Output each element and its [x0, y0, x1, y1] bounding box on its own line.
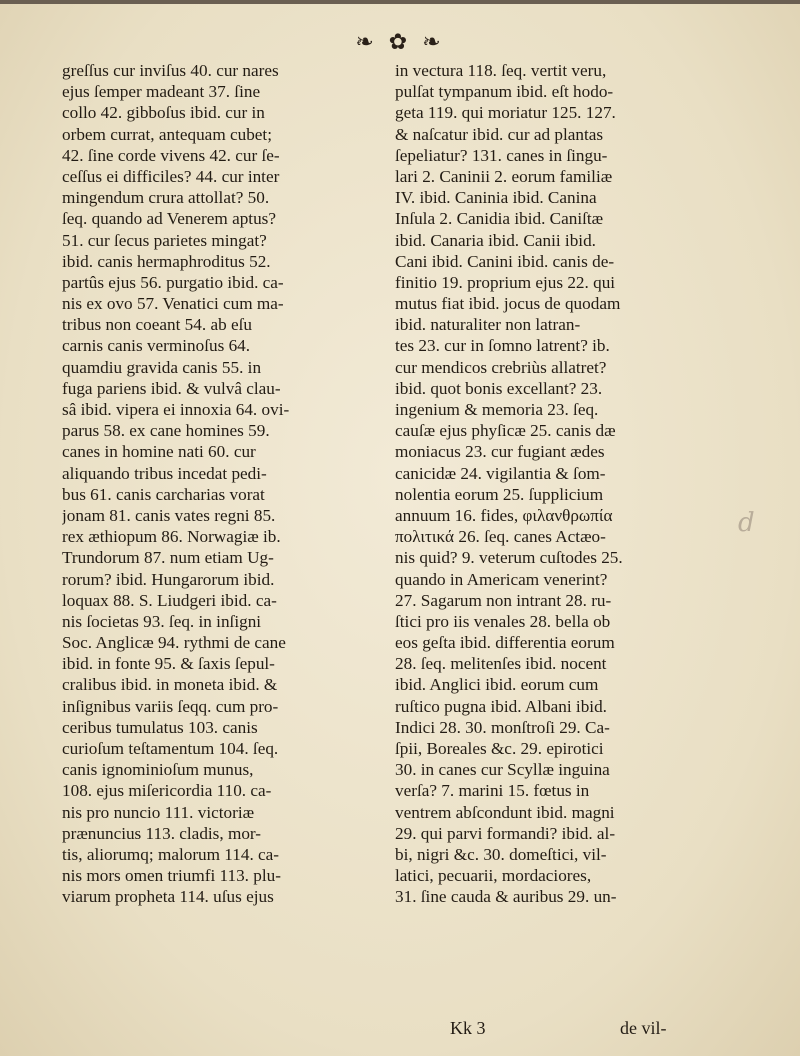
index-line: finitio 19. proprium ejus 22. qui	[395, 272, 616, 292]
index-line: lari 2. Caninii 2. eorum familiæ	[395, 166, 613, 186]
index-line: ſepeliatur? 131. canes in ſingu-	[395, 145, 608, 165]
index-line: mutus fiat ibid. jocus de quodam	[395, 294, 621, 314]
index-line: rex æthiopum 86. Norwagiæ ib.	[62, 527, 281, 547]
index-line: ventrem abſcondunt ibid. magni	[395, 802, 615, 822]
index-line: 31. ſine cauda & auribus 29. un-	[395, 887, 617, 907]
page-footer	[0, 1018, 800, 1042]
index-line: 30. in canes cur Scyllæ inguina	[395, 760, 610, 780]
index-line: geta 119. qui moriatur 125. 127.	[395, 103, 616, 123]
index-line: 29. qui parvi formandi? ibid. al-	[395, 823, 616, 843]
index-line: ibid. Anglici ibid. eorum cum	[395, 675, 599, 695]
index-line: partûs ejus 56. purgatio ibid. ca-	[62, 272, 284, 292]
index-line: ibid. canis hermaphroditus 52.	[62, 251, 271, 271]
index-line: tis, aliorumq; malorum 114. ca-	[62, 844, 280, 864]
signature-mark: Kk 3	[450, 1018, 486, 1038]
index-line: πολιτικά 26. ſeq. canes Actæo-	[395, 527, 606, 547]
index-line: ibid. Canaria ibid. Canii ibid.	[395, 230, 596, 250]
index-line: 28. ſeq. melitenſes ibid. nocent	[395, 654, 607, 674]
index-line: IV. ibid. Caninia ibid. Canina	[395, 188, 597, 208]
index-line: ingenium & memoria 23. ſeq.	[395, 400, 599, 419]
margin-annotation: d	[738, 508, 755, 538]
index-line: 27. Sagarum non intrant 28. ru-	[395, 590, 612, 610]
index-line: Indici 28. 30. monſtroſi 29. Ca-	[395, 717, 610, 737]
index-line: pulſat tympanum ibid. eſt hodo-	[395, 82, 614, 102]
index-line: jonam 81. canis vates regni 85.	[62, 505, 276, 525]
index-line: Trundorum 87. num etiam Ug-	[62, 548, 274, 568]
index-line: ejus ſemper madeant 37. ſine	[62, 82, 261, 102]
index-column-left	[62, 60, 368, 908]
catchword: de vil-	[620, 1018, 667, 1038]
index-line: canis ignominioſum munus,	[62, 760, 254, 780]
index-line: nolentia eorum 25. ſupplicium	[395, 484, 604, 504]
index-line: ſtici pro iis venales 28. bella ob	[395, 611, 611, 631]
index-line: curioſum teſtamentum 104. ſeq.	[62, 739, 279, 758]
index-line: nis ſocietas 93. ſeq. in inſigni	[62, 611, 262, 631]
index-line: orbem currat, antequam cubet;	[62, 124, 272, 144]
index-line: eos geſta ibid. differentia eorum	[395, 633, 615, 653]
index-line: 42. ſine corde vivens 42. cur ſe-	[62, 145, 280, 165]
index-line: parus 58. ex cane homines 59.	[62, 421, 270, 441]
header-ornament: ❧ ✿ ❧	[355, 30, 445, 55]
index-line: prænuncius 113. cladis, mor-	[62, 823, 262, 843]
index-line: tribus non coeant 54. ab eſu	[62, 315, 252, 335]
index-line: greſſus cur inviſus 40. cur nares	[62, 61, 279, 80]
index-line: Inſula 2. Canidia ibid. Caniſtæ	[395, 209, 604, 229]
index-line: bus 61. canis carcharias vorat	[62, 484, 265, 504]
index-line: ceribus tumulatus 103. canis	[62, 717, 258, 737]
index-line: latici, pecuarii, mordaciores,	[395, 866, 592, 886]
index-line: ſpii, Boreales &c. 29. epirotici	[395, 739, 604, 758]
index-line: nis mors omen triumfi 113. plu-	[62, 866, 281, 886]
index-line: nis quid? 9. veterum cuſtodes 25.	[395, 548, 623, 568]
index-column-right	[395, 60, 697, 908]
index-line: rorum? ibid. Hungarorum ibid.	[62, 569, 275, 589]
index-line: inſignibus variis ſeqq. cum pro-	[62, 696, 279, 716]
index-line: Soc. Anglicæ 94. rythmi de cane	[62, 633, 286, 653]
index-line: ibid. quot bonis excellant? 23.	[395, 378, 603, 398]
index-line: mingendum crura attollat? 50.	[62, 188, 270, 208]
index-line: & naſcatur ibid. cur ad plantas	[395, 124, 604, 144]
index-line: 108. ejus miſericordia 110. ca-	[62, 781, 272, 801]
index-line: carnis canis verminoſus 64.	[62, 336, 251, 356]
index-line: loquax 88. S. Liudgeri ibid. ca-	[62, 590, 277, 610]
index-line: aliquando tribus incedat pedi-	[62, 463, 267, 483]
index-line: 51. cur ſecus parietes mingat?	[62, 230, 267, 250]
index-line: tes 23. cur in ſomno latrent? ib.	[395, 336, 610, 356]
index-line: sâ ibid. vipera ei innoxia 64. ovi-	[62, 400, 290, 419]
index-line: cralibus ibid. in moneta ibid. &	[62, 675, 278, 695]
index-line: bi, nigri &c. 30. domeſtici, vil-	[395, 844, 607, 864]
index-line: ceſſus ei difficiles? 44. cur inter	[62, 166, 280, 186]
index-line: Cani ibid. Canini ibid. canis de-	[395, 251, 615, 271]
index-line: quando in Americam venerint?	[395, 569, 608, 589]
index-line: nis pro nuncio 111. victoriæ	[62, 802, 255, 822]
page-top-edge	[0, 0, 800, 4]
index-line: ruſtico pugna ibid. Albani ibid.	[395, 696, 607, 716]
index-line: fuga pariens ibid. & vulvâ clau-	[62, 378, 281, 398]
index-line: ibid. naturaliter non latran-	[395, 315, 581, 335]
index-line: verſa? 7. marini 15. fœtus in	[395, 781, 590, 801]
index-line: annuum 16. fides, φιλανθρωπία	[395, 505, 613, 525]
index-line: quamdiu gravida canis 55. in	[62, 357, 262, 377]
index-line: ſeq. quando ad Venerem aptus?	[62, 209, 276, 229]
index-line: moniacus 23. cur fugiant ædes	[395, 442, 605, 462]
index-line: canicidæ 24. vigilantia & ſom-	[395, 463, 606, 483]
index-line: ibid. in fonte 95. & ſaxis ſepul-	[62, 654, 275, 674]
index-line: cur mendicos crebriùs allatret?	[395, 357, 607, 377]
index-line: collo 42. gibboſus ibid. cur in	[62, 103, 265, 123]
index-line: viarum propheta 114. uſus ejus	[62, 887, 274, 907]
index-line: canes in homine nati 60. cur	[62, 442, 256, 462]
index-line: in vectura 118. ſeq. vertit veru,	[395, 61, 607, 80]
index-line: cauſæ ejus phyſicæ 25. canis dæ	[395, 421, 616, 441]
index-line: nis ex ovo 57. Venatici cum ma-	[62, 294, 284, 314]
